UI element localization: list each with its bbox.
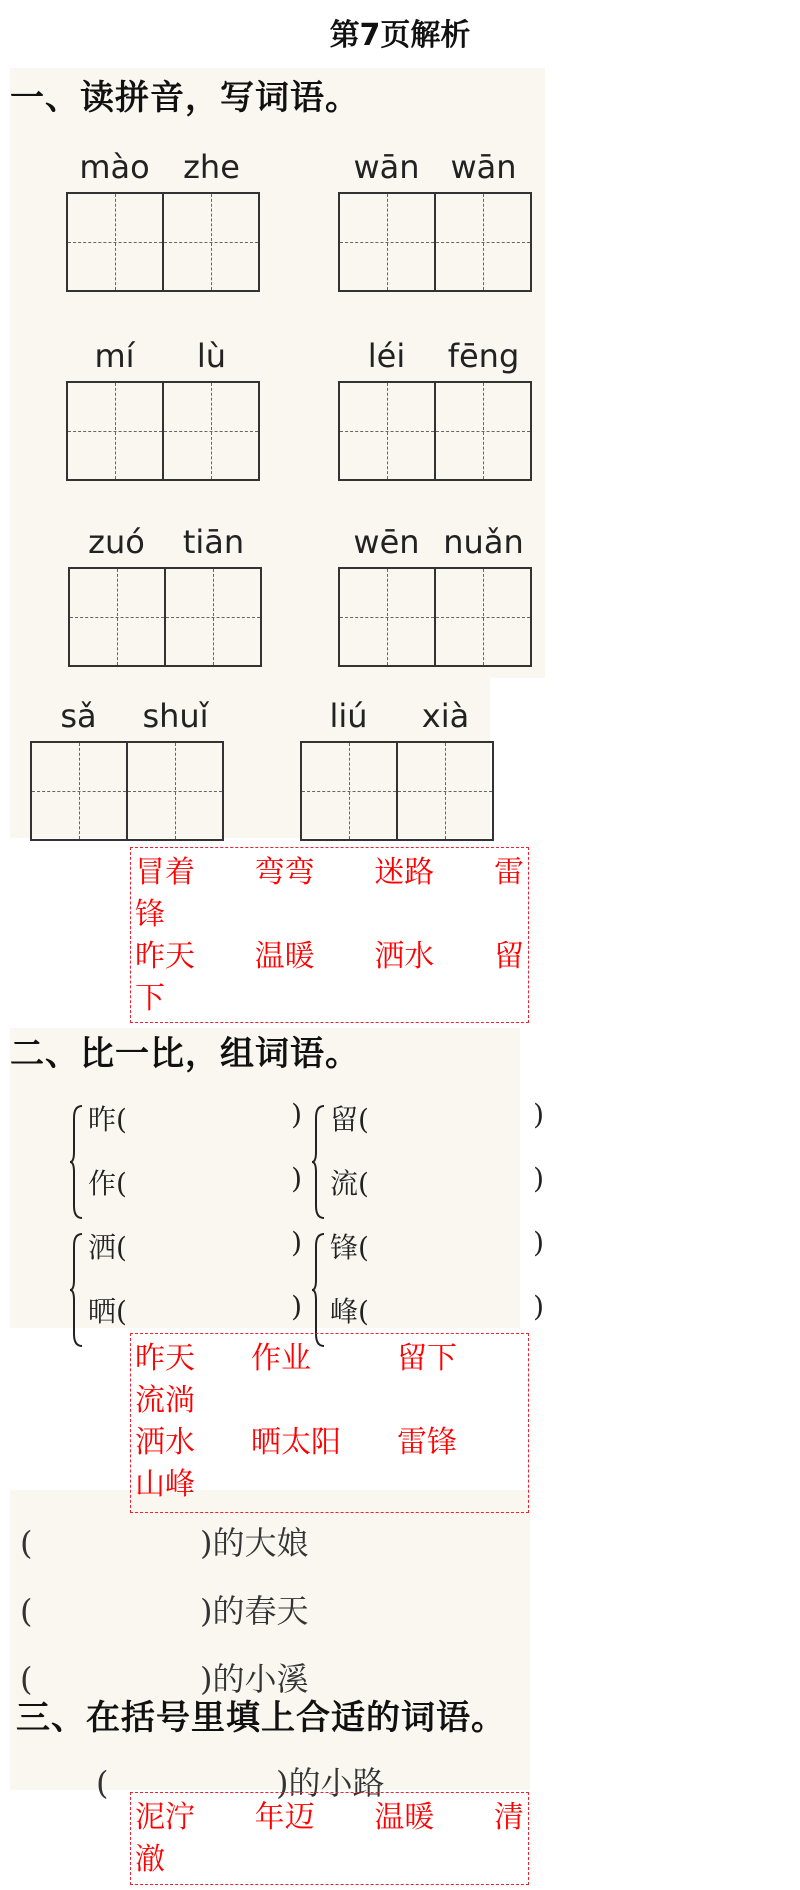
pinyin-word bbox=[30, 697, 224, 841]
answer-word: 澈 bbox=[135, 1842, 165, 1877]
writing-grid bbox=[300, 741, 494, 841]
writing-grid bbox=[30, 741, 224, 841]
writing-grid bbox=[66, 192, 260, 292]
pinyin-syllable: wān bbox=[450, 148, 517, 186]
pinyin-syllable: wān bbox=[353, 148, 420, 186]
answer-word: 雷 bbox=[493, 855, 524, 890]
writing-grid bbox=[338, 381, 532, 481]
answer-word: 山峰 bbox=[135, 1467, 195, 1502]
pinyin-word bbox=[66, 337, 260, 481]
pinyin-syllable: xià bbox=[421, 697, 470, 735]
section-2-heading: 二、比一比，组词语。 bbox=[10, 1034, 360, 1074]
paren-open: ( bbox=[358, 1103, 369, 1136]
pinyin-syllable: fēng bbox=[447, 337, 520, 375]
pinyin-syllable: lù bbox=[196, 337, 227, 375]
paren-open: ( bbox=[20, 1592, 33, 1630]
paren-open: ( bbox=[358, 1167, 369, 1200]
pair-char: 作 bbox=[88, 1167, 117, 1200]
pinyin-word bbox=[338, 523, 532, 667]
answer-word: 弯弯 bbox=[254, 855, 315, 890]
compare-pair bbox=[72, 1226, 302, 1346]
fill-item-text: )的大娘 bbox=[200, 1524, 309, 1562]
paren-close: ) bbox=[291, 1290, 302, 1323]
paren-open: ( bbox=[116, 1103, 127, 1136]
writing-grid bbox=[338, 192, 532, 292]
paren-open: ( bbox=[358, 1295, 369, 1328]
writing-grid bbox=[66, 381, 260, 481]
pair-char: 锋 bbox=[330, 1231, 359, 1264]
answer-box-1 bbox=[130, 847, 529, 1023]
paren-close: ) bbox=[533, 1226, 544, 1259]
pinyin-syllable: wēn bbox=[353, 523, 420, 561]
pair-char: 峰 bbox=[330, 1295, 359, 1328]
pair-char: 晒 bbox=[88, 1295, 117, 1328]
pinyin-syllable: mào bbox=[79, 148, 150, 186]
pinyin-syllable: nuǎn bbox=[443, 523, 524, 561]
pair-char: 昨 bbox=[88, 1103, 117, 1136]
pinyin-word bbox=[66, 148, 260, 292]
fill-item-text: )的春天 bbox=[200, 1592, 309, 1630]
page-title: 第7页解析 bbox=[329, 18, 471, 53]
answer-word: 清 bbox=[493, 1800, 524, 1835]
pinyin-syllable: sǎ bbox=[60, 697, 97, 735]
section-3-heading: 三、在括号里填上合适的词语。 bbox=[16, 1698, 506, 1738]
pinyin-syllable: mí bbox=[94, 337, 135, 375]
pair-char: 洒 bbox=[88, 1231, 117, 1264]
writing-grid bbox=[338, 567, 532, 667]
answer-word: 流淌 bbox=[135, 1383, 195, 1418]
paren-close: ) bbox=[533, 1098, 544, 1131]
pinyin-syllable: tiān bbox=[182, 523, 245, 561]
paren-open: ( bbox=[116, 1167, 127, 1200]
answer-box-2 bbox=[130, 1333, 529, 1513]
answer-word: 年迈 bbox=[254, 1800, 315, 1835]
answer-word: 温暖 bbox=[374, 1800, 435, 1835]
fill-item bbox=[20, 1518, 309, 1564]
pinyin-syllable: shuǐ bbox=[142, 697, 209, 735]
pinyin-syllable: léi bbox=[367, 337, 406, 375]
pinyin-word bbox=[338, 148, 532, 292]
pinyin-word bbox=[68, 523, 262, 667]
paren-open: ( bbox=[96, 1764, 109, 1802]
answer-word: 下 bbox=[135, 981, 165, 1016]
pinyin-word bbox=[338, 337, 532, 481]
fill-item bbox=[20, 1586, 309, 1632]
paren-close: ) bbox=[533, 1162, 544, 1195]
fill-item-text: )的小溪 bbox=[200, 1660, 309, 1698]
brace-icon bbox=[312, 1102, 326, 1222]
answer-word: 留下 bbox=[397, 1341, 457, 1376]
answer-word: 冒着 bbox=[135, 855, 195, 890]
answer-word: 温暖 bbox=[254, 939, 315, 974]
fill-item-text: )的小路 bbox=[276, 1764, 385, 1802]
brace-icon bbox=[70, 1230, 84, 1350]
pair-char: 流 bbox=[330, 1167, 359, 1200]
pinyin-word bbox=[300, 697, 494, 841]
answer-word: 晒太阳 bbox=[251, 1425, 341, 1460]
brace-icon bbox=[70, 1102, 84, 1222]
paren-open: ( bbox=[20, 1524, 33, 1562]
paren-open: ( bbox=[358, 1231, 369, 1264]
answer-word: 雷锋 bbox=[397, 1425, 457, 1460]
compare-pair bbox=[72, 1098, 302, 1218]
answer-word: 作业 bbox=[251, 1341, 311, 1376]
compare-pair bbox=[314, 1226, 544, 1346]
pinyin-syllable: liú bbox=[329, 697, 368, 735]
paren-open: ( bbox=[116, 1231, 127, 1264]
pinyin-syllable: zhe bbox=[183, 148, 240, 186]
paren-close: ) bbox=[291, 1098, 302, 1131]
section-1-heading: 一、读拼音，写词语。 bbox=[10, 78, 360, 118]
paren-close: ) bbox=[291, 1226, 302, 1259]
answer-word: 洒水 bbox=[135, 1425, 195, 1460]
answer-word: 迷路 bbox=[374, 855, 435, 890]
pair-char: 留 bbox=[330, 1103, 359, 1136]
answer-word: 昨天 bbox=[135, 939, 195, 974]
paren-open: ( bbox=[20, 1660, 33, 1698]
paren-close: ) bbox=[533, 1290, 544, 1323]
answer-box-3 bbox=[130, 1792, 529, 1885]
answer-word: 留 bbox=[493, 939, 524, 974]
answer-word: 锋 bbox=[135, 897, 165, 932]
paren-close: ) bbox=[291, 1162, 302, 1195]
pinyin-syllable: zuó bbox=[88, 523, 145, 561]
brace-icon bbox=[312, 1230, 326, 1350]
writing-grid bbox=[68, 567, 262, 667]
paren-open: ( bbox=[116, 1295, 127, 1328]
answer-word: 泥泞 bbox=[135, 1800, 195, 1835]
compare-pair bbox=[314, 1098, 544, 1218]
answer-word: 洒水 bbox=[374, 939, 435, 974]
answer-word: 昨天 bbox=[135, 1341, 195, 1376]
